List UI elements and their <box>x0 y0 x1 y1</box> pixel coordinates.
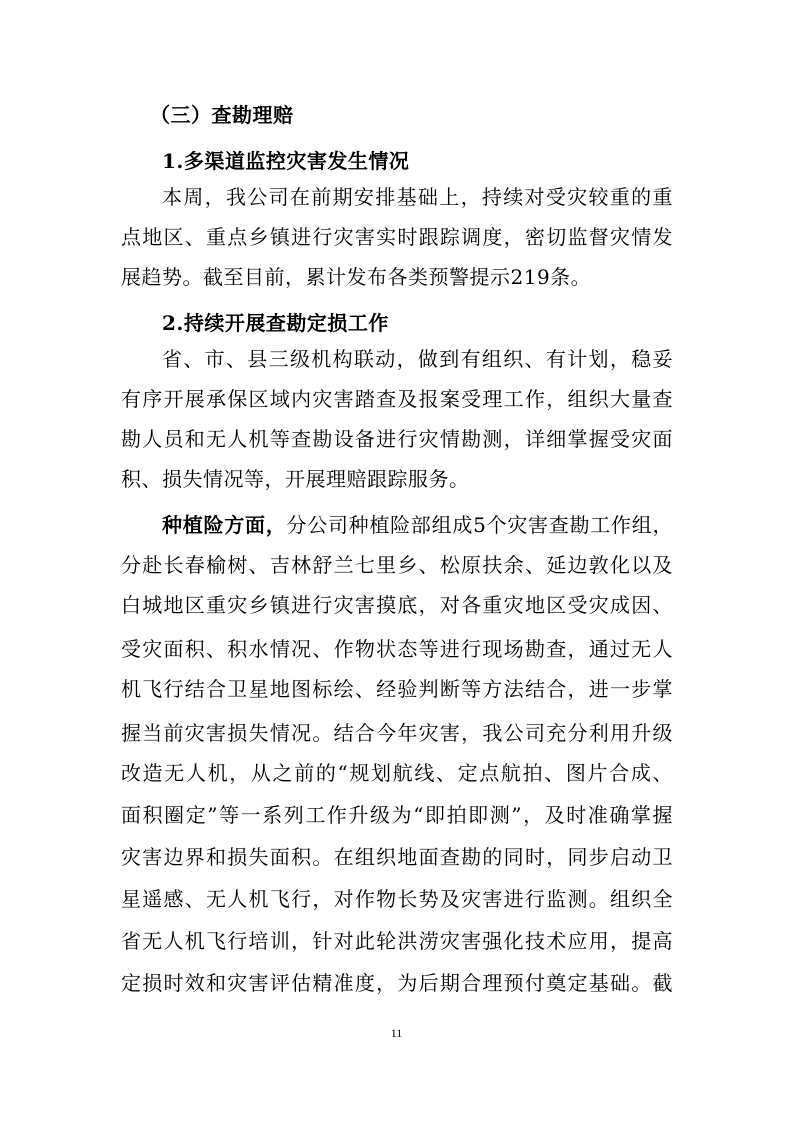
paragraph-line: 省无人机飞行培训，针对此轮洪涝灾害强化技术应用，提高 <box>121 929 673 953</box>
paragraph-line: 改造无人机，从之前的“规划航线、定点航拍、图片合成、 <box>121 761 673 785</box>
paragraph-line: 点地区、重点乡镇进行灾害实时跟踪调度，密切监督灾情发 <box>121 225 673 249</box>
paragraph-line: 白城地区重灾乡镇进行灾害摸底，对各重灾地区受灾成因、 <box>121 593 673 617</box>
paragraph-line: 分赴长春榆树、吉林舒兰七里乡、松原扶余、延边敦化以及 <box>121 553 673 577</box>
paragraph-line: 受灾面积、积水情况、作物状态等进行现场勘查，通过无人 <box>121 637 673 661</box>
paragraph-line: 积、损失情况等，开展理赔跟踪服务。 <box>121 467 470 491</box>
page-number: 11 <box>390 1026 403 1040</box>
paragraph-line: 展趋势。截至目前，累计发布各类预警提示219条。 <box>121 265 592 289</box>
section-heading: （三）查勘理赔 <box>150 103 294 127</box>
paragraph-line: 星遥感、无人机飞行，对作物长势及灾害进行监测。组织全 <box>121 887 673 911</box>
paragraph-line <box>162 511 673 539</box>
paragraph-line: 面积圈定”等一系列工作升级为“即拍即测”，及时准确掌握 <box>121 803 673 827</box>
paragraph-line: 勘人员和无人机等查勘设备进行灾情勘测，详细掌握受灾面 <box>121 427 673 451</box>
paragraph-line: 灾害边界和损失面积。在组织地面查勘的同时，同步启动卫 <box>121 845 673 869</box>
subsection-1-title: 1.多渠道监控灾害发生情况 <box>162 149 410 173</box>
paragraph-line: 机飞行结合卫星地图标绘、经验判断等方法结合，进一步掌 <box>121 677 673 701</box>
paragraph-line: 定损时效和灾害评估精准度，为后期合理预付奠定基础。截 <box>121 971 673 995</box>
subsection-2-title: 2.持续开展查勘定损工作 <box>162 311 389 335</box>
paragraph-line: 握当前灾害损失情况。结合今年灾害，我公司充分利用升级 <box>121 721 673 745</box>
paragraph-line: 省、市、县三级机构联动，做到有组织、有计划，稳妥 <box>162 347 673 371</box>
paragraph-line: 本周，我公司在前期安排基础上，持续对受灾较重的重 <box>162 185 673 209</box>
paragraph-line: 有序开展承保区域内灾害踏查及报案受理工作，组织大量查 <box>121 387 673 411</box>
planting-first-line-text: 分公司种植险部组成5个灾害查勘工作组， <box>286 513 674 537</box>
planting-lead: 种植险方面， <box>162 513 287 537</box>
